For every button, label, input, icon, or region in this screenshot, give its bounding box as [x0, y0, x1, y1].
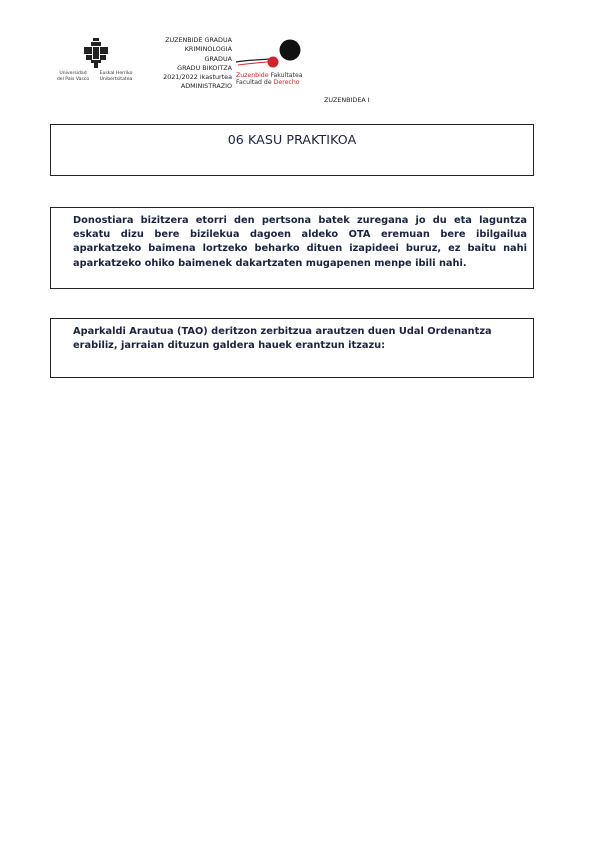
degree-line: ZUZENBIDE GRADUA	[165, 36, 232, 44]
degree-info	[140, 36, 232, 92]
faculty-logo	[234, 38, 306, 90]
university-logo	[52, 36, 144, 92]
degree-line: GRADUA	[204, 54, 232, 63]
page-title: 06 KASU PRAKTIKOA	[227, 132, 357, 147]
university-emblem-icon	[80, 38, 112, 68]
degree-line: 2021/2022 ikasturtea	[163, 73, 232, 82]
case-statement-text: Donostiara bizitzera etorri den pertsona batek zuregana jo du eta laguntza eskatu dizu bere bizilekua dagoen aldeko OTA eremuan bere ibilgailua aparkatzeko baimena lortzeko beharko dituen izapideei buruz, ez baitu nahi aparkatzeko ohiko baimenek dakartzaten mugapenen menpe ibili nahi.	[73, 215, 527, 269]
university-name-eu: Euskal Herriko Unibertsitatea	[99, 71, 133, 82]
faculty-name	[236, 72, 303, 86]
faculty-name-es-rest: Facultad de	[236, 79, 274, 87]
faculty-name-eu-colored: Zuzenbide	[236, 72, 269, 79]
case-statement-box	[50, 207, 534, 289]
degree-line: GRADU BIKOITZA	[177, 63, 232, 72]
faculty-name-eu-rest: Fakultatea	[268, 72, 303, 79]
university-name-es: Universidad del País Vasco	[56, 71, 90, 82]
subject-label: ZUZENBIDEA I	[324, 96, 370, 104]
question-intro-box	[50, 318, 534, 378]
degree-line: ADMINISTRAZIO	[180, 82, 232, 91]
faculty-emblem-icon	[234, 38, 304, 72]
faculty-name-es-colored: Derecho	[273, 79, 300, 87]
degree-line: KRIMINOLOGIA	[184, 45, 232, 54]
title-box	[50, 124, 534, 176]
question-intro-text: Aparkaldi Arautua (TAO) deritzon zerbitzua arautzen duen Udal Ordenantza erabiliz, jarraian dituzun galdera hauek erantzun itzazu:	[73, 326, 492, 352]
